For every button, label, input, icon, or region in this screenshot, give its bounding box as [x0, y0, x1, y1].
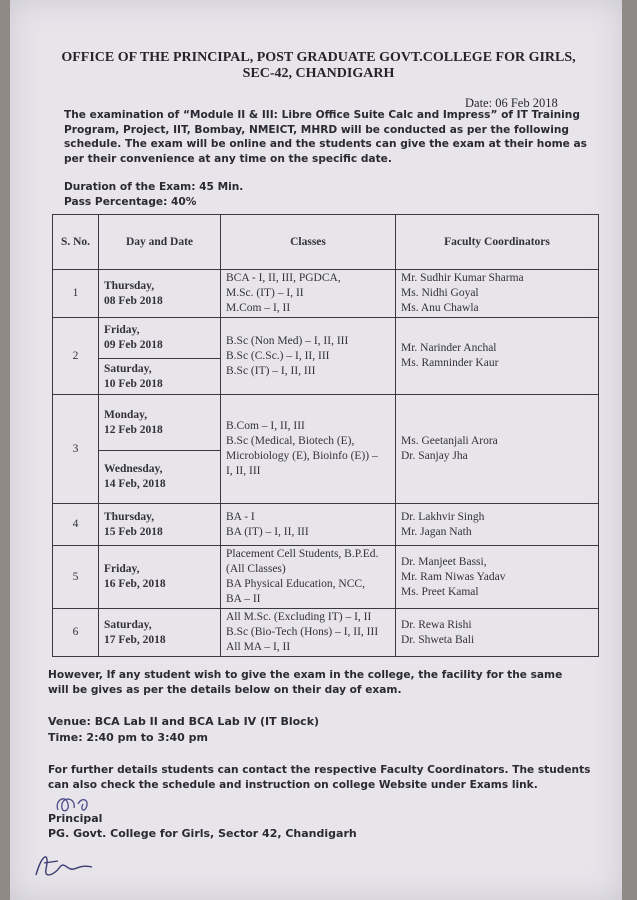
header-day-date: Day and Date — [99, 215, 221, 270]
faculty-name: Dr. Lakhvir Singh — [401, 510, 485, 523]
day: Friday, — [104, 324, 140, 336]
day: Monday, — [104, 408, 148, 421]
day: Saturday, — [104, 362, 152, 375]
schedule-table — [52, 214, 599, 657]
classes-cell — [221, 270, 396, 318]
faculty-name: Mr. Sudhir Kumar Sharma — [401, 272, 524, 284]
faculty-name: Mr. Jagan Nath — [401, 525, 472, 538]
date: 09 Feb 2018 — [104, 339, 163, 351]
day-date-cell — [99, 270, 221, 318]
sno-cell: 5 — [53, 546, 99, 609]
pass-percentage: Pass Percentage: 40% — [64, 196, 197, 208]
heading-line-2: SEC-42, CHANDIGARH — [242, 66, 395, 81]
classes-cell — [221, 504, 396, 546]
faculty-cell — [396, 395, 599, 504]
day: Thursday, — [104, 510, 155, 523]
day: Saturday, — [104, 618, 152, 631]
class-line: B.Sc (Bio-Tech (Hons) – I, II, III — [226, 626, 379, 638]
faculty-cell — [396, 609, 599, 657]
classes-cell — [221, 609, 396, 657]
faculty-name: Ms. Geetanjali Arora — [401, 435, 498, 447]
class-line: B.Sc (IT) – I, II, III — [226, 364, 316, 377]
date: 17 Feb, 2018 — [104, 633, 166, 646]
table-header-row — [53, 215, 599, 270]
class-line: BA (IT) – I, II, III — [226, 525, 309, 538]
faculty-name: Dr. Shweta Bali — [401, 633, 475, 646]
office-heading — [0, 50, 637, 82]
classes-cell — [221, 546, 396, 609]
day-date-cell — [99, 318, 221, 359]
faculty-name: Dr. Sanjay Jha — [401, 450, 468, 462]
faculty-name: Ms. Nidhi Goyal — [401, 287, 479, 299]
header-faculty: Faculty Coordinators — [396, 215, 599, 270]
day-date-cell — [99, 451, 221, 504]
class-line: All M.Sc. (Excluding IT) – I, II — [226, 611, 372, 623]
class-line: BA – II — [226, 593, 261, 605]
faculty-name: Mr. Narinder Anchal — [401, 342, 497, 354]
exam-duration: Duration of the Exam: 45 Min. — [64, 181, 244, 193]
day-date-cell — [99, 504, 221, 546]
class-line: BA Physical Education, NCC, — [226, 578, 365, 590]
class-line: B.Com – I, II, III — [226, 420, 305, 432]
venue-text: Venue: BCA Lab II and BCA Lab IV (IT Block) — [48, 715, 320, 728]
day-date-cell — [99, 609, 221, 657]
time-text: Time: 2:40 pm to 3:40 pm — [48, 731, 208, 744]
table-row — [53, 318, 599, 359]
sno-cell: 6 — [53, 609, 99, 657]
table-row — [53, 546, 599, 609]
faculty-name: Ms. Preet Kamal — [401, 585, 479, 598]
classes-cell — [221, 318, 396, 395]
class-line: B.Sc (C.Sc.) – I, II, III — [226, 349, 330, 362]
table-row — [53, 609, 599, 657]
sno-cell: 1 — [53, 270, 99, 318]
date: 08 Feb 2018 — [104, 294, 163, 307]
class-line: Microbiology (E), Bioinfo (E)) – — [226, 450, 378, 462]
day-date-cell — [99, 359, 221, 395]
class-line: M.Com – I, II — [226, 302, 291, 314]
day: Wednesday, — [104, 463, 163, 475]
faculty-name: Ms. Ramninder Kaur — [401, 357, 499, 369]
faculty-cell — [396, 270, 599, 318]
day-date-cell — [99, 395, 221, 451]
faculty-name: Mr. Ram Niwas Yadav — [401, 570, 506, 583]
faculty-cell — [396, 318, 599, 395]
intro-paragraph: The examination of “Module II & III: Libre Office Suite Calc and Impress” of IT Training Program, Project, IIT, Bombay, NMEICT, MHRD will be conducted as per the following schedule. The exam will be online and the students can give the exam at their home as per their convenience at any time on the specific date. — [64, 109, 587, 165]
sno-cell: 2 — [53, 318, 99, 395]
principal-signature — [24, 845, 114, 885]
faculty-cell — [396, 546, 599, 609]
further-paragraph: For further details students can contact the respective Faculty Coordinators. The students can also check the schedule and instruction on college Website under Exams link. — [48, 764, 591, 791]
however-paragraph: However, If any student wish to give the exam in the college, the facility for the same will be gives as per the details below on their day of exam. — [48, 669, 563, 696]
class-line: Placement Cell Students, B.P.Ed. — [226, 548, 379, 560]
faculty-name: Dr. Rewa Rishi — [401, 618, 472, 631]
college-signoff: PG. Govt. College for Girls, Sector 42, Chandigarh — [48, 827, 357, 840]
sno-cell: 4 — [53, 504, 99, 546]
day: Friday, — [104, 563, 140, 575]
table-row — [53, 270, 599, 318]
day: Thursday, — [104, 279, 155, 292]
date: 16 Feb, 2018 — [104, 578, 166, 590]
class-line: M.Sc. (IT) – I, II — [226, 287, 304, 299]
classes-cell — [221, 395, 396, 504]
sno-cell: 3 — [53, 395, 99, 504]
heading-line-1: OFFICE OF THE PRINCIPAL, POST GRADUATE GOVT.COLLEGE FOR GIRLS, — [61, 50, 576, 65]
header-classes: Classes — [221, 215, 396, 270]
date: 10 Feb 2018 — [104, 377, 163, 390]
notice-date: Date: 06 Feb 2018 — [465, 96, 558, 110]
class-line: All MA – I, II — [226, 641, 291, 653]
class-line: (All Classes) — [226, 563, 286, 575]
faculty-cell — [396, 504, 599, 546]
principal-label: Principal — [48, 812, 103, 825]
faculty-name: Ms. Anu Chawla — [401, 302, 479, 314]
date: 12 Feb 2018 — [104, 423, 163, 436]
header-sno: S. No. — [53, 215, 99, 270]
faculty-name: Dr. Manjeet Bassi, — [401, 555, 487, 568]
table-row — [53, 504, 599, 546]
class-line: BCA - I, II, III, PGDCA, — [226, 272, 341, 284]
day-date-cell — [99, 546, 221, 609]
date: 14 Feb, 2018 — [104, 478, 166, 490]
class-line: BA - I — [226, 510, 255, 523]
table-row — [53, 395, 599, 451]
class-line: B.Sc (Medical, Biotech (E), — [226, 435, 355, 447]
class-line: I, II, III — [226, 465, 261, 477]
class-line: B.Sc (Non Med) – I, II, III — [226, 334, 349, 347]
date: 15 Feb 2018 — [104, 525, 163, 538]
